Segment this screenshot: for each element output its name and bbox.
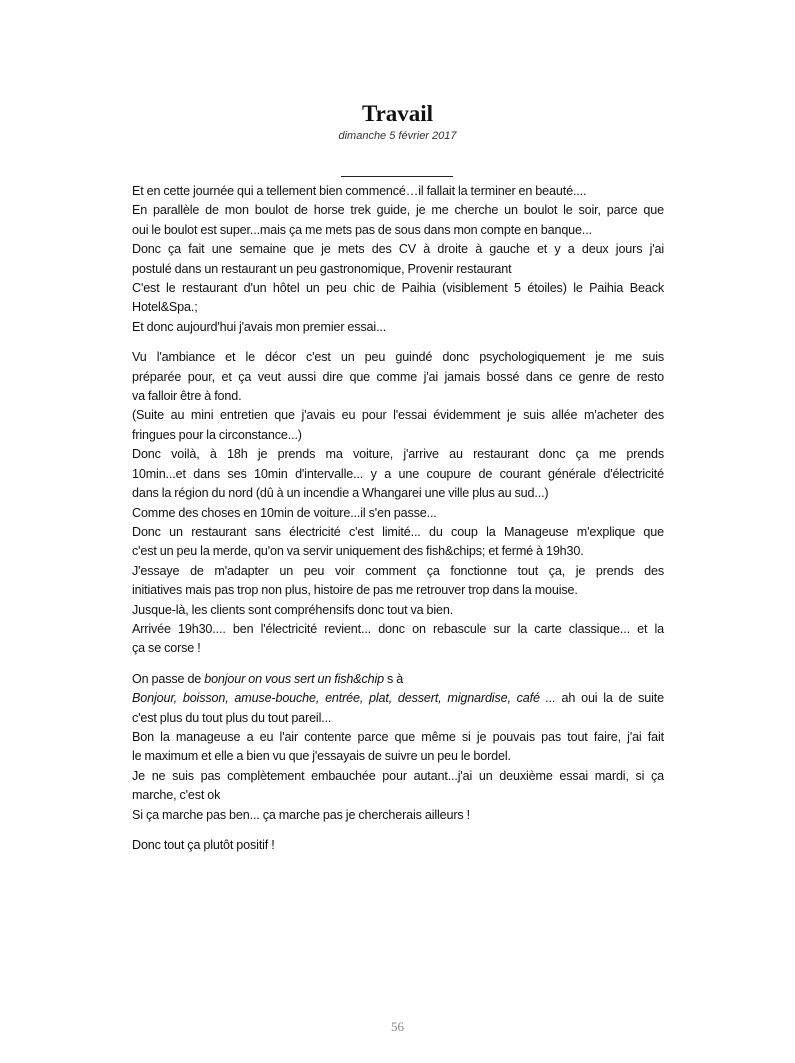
text-line: Vu l'ambiance et le décor c'est un peu guindé donc psychologiquement je me suis [132, 350, 664, 365]
text-segment: s à [384, 671, 404, 686]
text-line: postulé dans un restaurant un peu gastronomique, Provenir restaurant [132, 261, 512, 276]
text-line: préparée pour, et ça veut aussi dire que comme j'ai jamais bossé dans ce genre de resto [132, 369, 664, 384]
text-line: 10min...et dans ses 10min d'intervalle... y a une coupure de courant générale d'électricité [132, 466, 664, 481]
text-line: Et en cette journée qui a tellement bien commencé…il fallait la terminer en beauté.... [132, 184, 587, 198]
text-line: Bon la manageuse a eu l'air contente parce que même si je pouvais pas tout faire, j'ai fait [132, 729, 664, 744]
text-line [132, 689, 664, 708]
italic-segment: Bonjour, boisson, amuse-bouche, entrée, plat, dessert, mignardise, café ... [132, 691, 556, 706]
paragraph [132, 670, 664, 825]
text-line: initiatives mais pas trop non plus, histoire de pas me retrouver trop dans la mouise. [132, 583, 578, 598]
text-line: dans la région du nord (dû à un incendie a Whangarei une ville plus au sud...) [132, 486, 549, 501]
page-title: Travail [361, 101, 434, 126]
title-divider [341, 176, 453, 177]
text-line: fringues pour la circonstance...) [132, 427, 302, 442]
text-line: Et donc aujourd'hui j'avais mon premier essai... [132, 319, 387, 334]
text-line: En parallèle de mon boulot de horse trek guide, je me cherche un boulot le soir, parce que [132, 203, 664, 218]
italic-segment: bonjour on vous sert un fish&chip [204, 671, 384, 686]
text-line: (Suite au mini entretien que j'avais eu pour l'essai évidemment je suis allée m'acheter des [132, 408, 664, 423]
text-line: Arrivée 19h30.... ben l'électricité revient... donc on rebascule sur la carte classique... et la [132, 621, 664, 636]
text-line: C'est le restaurant d'un hôtel un peu chic de Paihia (visiblement 5 étoiles) le Paihia Beack [132, 281, 664, 296]
text-line: Comme des choses en 10min de voiture...il s'en passe... [132, 505, 437, 520]
page-number: 56 [391, 1019, 404, 1034]
text-line: c'est un peu la merde, qu'on va servir uniquement des fish&chips; et fermé à 19h30. [132, 544, 584, 559]
text-line: Si ça marche pas ben... ça marche pas je chercherais ailleurs ! [132, 807, 470, 822]
text-line: le maximum et elle a bien vu que j'essayais de suivre un peu le bordel. [132, 749, 511, 764]
text-line: Donc voilà, à 18h je prends ma voiture, j'arrive au restaurant donc ça me prends [132, 447, 664, 462]
paragraph [132, 836, 664, 855]
text-line: Je ne suis pas complètement embauchée pour autant...j'ai un deuxième essai mardi, si ça [132, 768, 664, 783]
text-line: va falloir être à fond. [132, 389, 242, 404]
text-line: Donc tout ça plutôt positif ! [132, 838, 275, 852]
post-date: dimanche 5 février 2017 [338, 130, 457, 142]
text-segment: On passe de [132, 671, 205, 686]
text-line: J'essaye de m'adapter un peu voir comment ça fonctionne tout ça, je prends des [132, 563, 664, 578]
text-line: Donc un restaurant sans électricité c'est limité... du coup la Manageuse m'explique que [132, 524, 664, 539]
paragraph [132, 182, 664, 337]
text-line: Hotel&Spa.; [132, 300, 198, 315]
text-line: Jusque-là, les clients sont compréhensifs donc tout va bien. [132, 602, 454, 617]
text-segment: ah oui la de suite [555, 691, 664, 706]
text-line: oui le boulot est super...mais ça me mets pas de sous dans mon compte en banque... [132, 222, 592, 237]
text-line: ça se corse ! [132, 641, 201, 656]
text-line: c'est plus du tout plus du tout pareil... [132, 710, 332, 725]
text-line: Donc ça fait une semaine que je mets des CV à droite à gauche et y a deux jours j'ai [132, 242, 664, 257]
article-body [132, 182, 664, 866]
paragraph [132, 348, 664, 659]
text-line: marche, c'est ok [132, 788, 221, 803]
text-line [132, 670, 664, 689]
